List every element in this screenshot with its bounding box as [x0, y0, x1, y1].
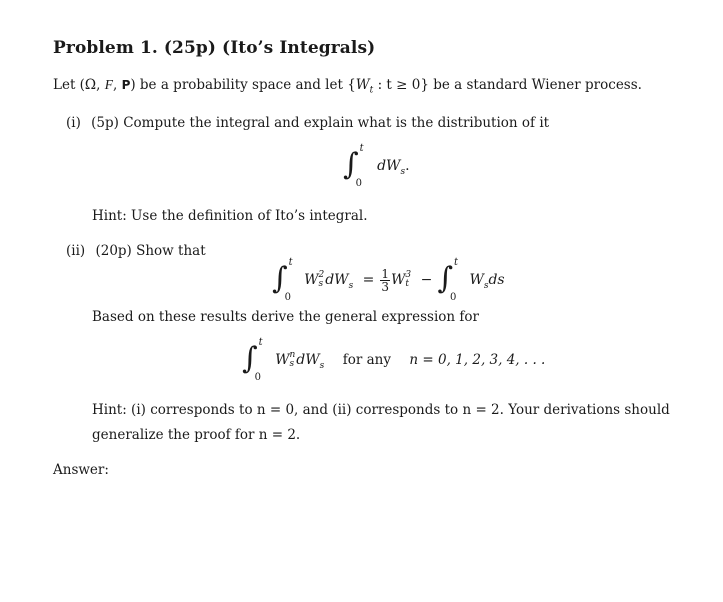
- part-i-hint: Hint: Use the definition of Ito’s integral.: [92, 208, 368, 224]
- n-condition: n = 0, 1, 2, 3, 4, . . .: [409, 352, 546, 368]
- problem-title: Problem 1. (25p) (Ito’s Integrals): [53, 38, 376, 58]
- general-w: W: [275, 352, 290, 368]
- integral-upper-limit: t: [288, 257, 293, 268]
- part-ii-text: (20p) Show that: [95, 243, 206, 259]
- wiener-subscript: t: [369, 85, 374, 96]
- rhs-w: W: [391, 272, 406, 288]
- lhs-dw-subscript: s: [348, 280, 354, 291]
- minus-sign: −: [420, 272, 433, 288]
- sigma-algebra-symbol: F: [104, 77, 113, 92]
- fraction-denominator: 3: [381, 279, 390, 294]
- rhs-subscript: t: [405, 279, 410, 289]
- general-dw: dW: [296, 352, 320, 368]
- fraction-numerator: 1: [381, 266, 390, 281]
- intro-after: be a standard Wiener process.: [428, 77, 642, 93]
- integral-sign: ∫: [272, 261, 288, 296]
- part-i-line: [66, 115, 549, 131]
- integral-limits-2: [449, 257, 461, 303]
- part-ii-label: (ii): [66, 243, 86, 259]
- probability-measure-symbol: P: [121, 78, 131, 92]
- intro-comma: ,: [112, 77, 122, 93]
- integral-limits: [355, 143, 367, 189]
- based-on-line: Based on these results derive the general expression for: [92, 309, 479, 325]
- equation-period: .: [405, 158, 410, 174]
- integral-lower-limit-2: 0: [449, 292, 457, 303]
- integral-sign-2: ∫: [437, 261, 453, 296]
- general-equation: [242, 337, 546, 383]
- lhs-dw: dW: [325, 272, 349, 288]
- integral-limits: [284, 257, 296, 303]
- integral-lower-limit: 0: [284, 292, 292, 303]
- lhs-w: W: [304, 272, 319, 288]
- integral-upper-limit: t: [258, 337, 263, 348]
- general-dw-subscript: s: [319, 360, 325, 371]
- intro-before: Let (Ω,: [53, 77, 105, 93]
- for-any-text: for any: [342, 352, 391, 368]
- integrand-subscript: s: [400, 166, 406, 177]
- part-i-text: (5p) Compute the integral and explain what is the distribution of it: [91, 115, 550, 131]
- lhs-superscript: 2: [318, 270, 325, 280]
- integral-upper-limit-2: t: [453, 257, 459, 268]
- rhs2-ds: ds: [488, 272, 505, 288]
- intro-set: : t ≥ 0}: [373, 77, 429, 93]
- part-ii-hint-line-2: generalize the proof for n = 2.: [92, 427, 301, 443]
- equals-sign: =: [362, 272, 375, 288]
- wiener-symbol: W: [355, 77, 370, 93]
- integral-limits: [254, 337, 266, 383]
- general-subscript: s: [289, 359, 295, 369]
- rhs2-subscript: s: [483, 280, 489, 291]
- rhs2-w: W: [469, 272, 484, 288]
- integral-lower-limit: 0: [254, 372, 262, 383]
- fraction-one-third: [380, 268, 390, 293]
- intro-middle: ) be a probability space and let {: [130, 77, 356, 93]
- integrand-dw: dW: [377, 158, 401, 174]
- part-ii-hint-line-1: Hint: (i) corresponds to n = 0, and (ii) corresponds to n = 2. Your derivations should: [92, 402, 670, 418]
- intro-line: [53, 77, 642, 96]
- integral-sign: ∫: [343, 147, 359, 182]
- part-i-label: (i): [66, 115, 81, 131]
- general-superscript: n: [289, 350, 296, 360]
- part-ii-line: [66, 243, 206, 259]
- rhs-superscript: 3: [405, 270, 412, 280]
- lhs-subscript: s: [318, 279, 324, 289]
- answer-label: Answer:: [53, 462, 109, 478]
- integral-upper-limit: t: [359, 143, 364, 154]
- part-i-equation: [343, 143, 410, 189]
- part-ii-equation: [272, 257, 505, 303]
- integral-sign: ∫: [242, 341, 258, 376]
- integral-lower-limit: 0: [355, 178, 363, 189]
